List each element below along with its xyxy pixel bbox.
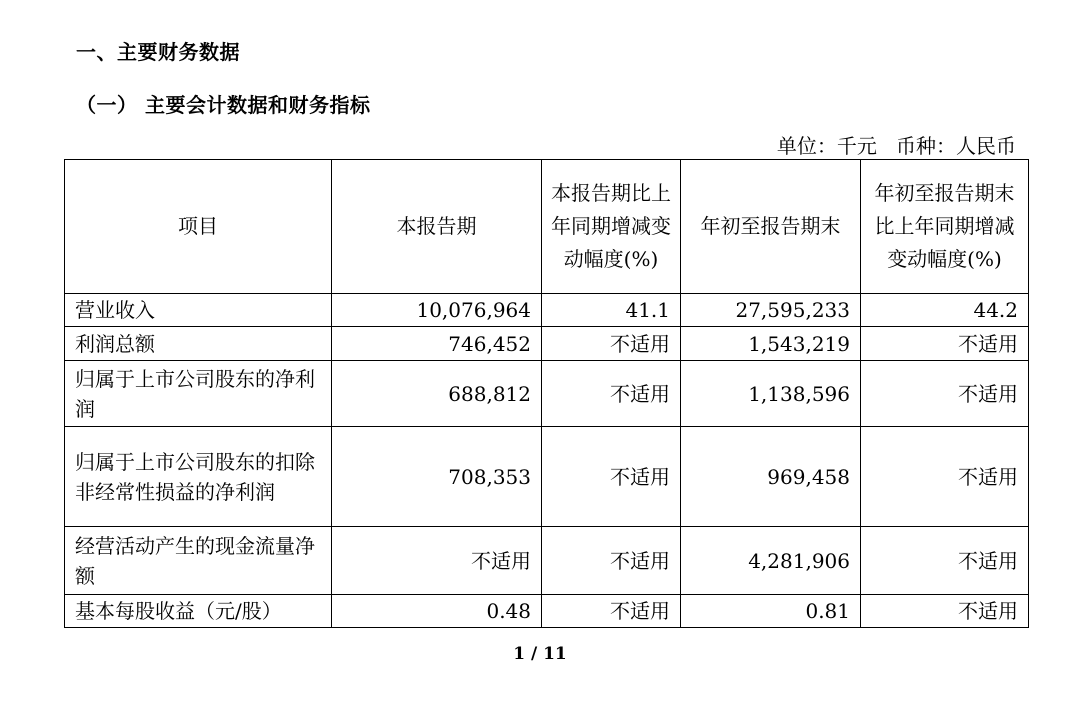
section-title: 一、主要财务数据 bbox=[76, 40, 240, 64]
row-label: 归属于上市公司股东的净利润 bbox=[65, 361, 332, 427]
cell-current-period: 0.48 bbox=[332, 595, 542, 628]
cell-current-period: 708,353 bbox=[332, 427, 542, 527]
cell-current-period-change: 不适用 bbox=[542, 527, 681, 595]
cell-ytd-change: 不适用 bbox=[861, 361, 1029, 427]
row-label: 经营活动产生的现金流量净额 bbox=[65, 527, 332, 595]
page-number: 1 / 11 bbox=[513, 644, 567, 664]
table-row bbox=[65, 527, 1029, 595]
cell-current-period-change: 不适用 bbox=[542, 361, 681, 427]
cell-current-period: 不适用 bbox=[332, 527, 542, 595]
cell-ytd-change: 不适用 bbox=[861, 527, 1029, 595]
cell-ytd: 969,458 bbox=[681, 427, 861, 527]
cell-current-period-change: 不适用 bbox=[542, 427, 681, 527]
row-label: 营业收入 bbox=[65, 294, 332, 327]
cell-current-period: 746,452 bbox=[332, 327, 542, 361]
table-row bbox=[65, 595, 1029, 628]
financial-data-table bbox=[64, 159, 1029, 628]
cell-current-period: 10,076,964 bbox=[332, 294, 542, 327]
cell-current-period-change: 不适用 bbox=[542, 595, 681, 628]
table-row bbox=[65, 294, 1029, 327]
cell-current-period-change: 41.1 bbox=[542, 294, 681, 327]
cell-ytd-change: 不适用 bbox=[861, 427, 1029, 527]
subsection-title: （一） 主要会计数据和财务指标 bbox=[76, 93, 371, 117]
cell-current-period: 688,812 bbox=[332, 361, 542, 427]
cell-ytd-change: 不适用 bbox=[861, 595, 1029, 628]
header-item: 项目 bbox=[65, 160, 332, 294]
cell-ytd: 0.81 bbox=[681, 595, 861, 628]
cell-current-period-change: 不适用 bbox=[542, 327, 681, 361]
header-current-period-change: 本报告期比上年同期增减变动幅度(%) bbox=[542, 160, 681, 294]
header-current-period: 本报告期 bbox=[332, 160, 542, 294]
table-row bbox=[65, 327, 1029, 361]
header-ytd: 年初至报告期末 bbox=[681, 160, 861, 294]
table-row bbox=[65, 361, 1029, 427]
row-label: 归属于上市公司股东的扣除非经常性损益的净利润 bbox=[65, 427, 332, 527]
cell-ytd-change: 不适用 bbox=[861, 327, 1029, 361]
cell-ytd: 4,281,906 bbox=[681, 527, 861, 595]
unit-currency-note: 单位：千元 币种：人民币 bbox=[776, 134, 1016, 158]
row-label: 利润总额 bbox=[65, 327, 332, 361]
table-row bbox=[65, 427, 1029, 527]
cell-ytd: 27,595,233 bbox=[681, 294, 861, 327]
header-ytd-change: 年初至报告期末比上年同期增减变动幅度(%) bbox=[861, 160, 1029, 294]
cell-ytd: 1,543,219 bbox=[681, 327, 861, 361]
table-header-row bbox=[65, 160, 1029, 294]
cell-ytd: 1,138,596 bbox=[681, 361, 861, 427]
cell-ytd-change: 44.2 bbox=[861, 294, 1029, 327]
row-label: 基本每股收益（元/股） bbox=[65, 595, 332, 628]
